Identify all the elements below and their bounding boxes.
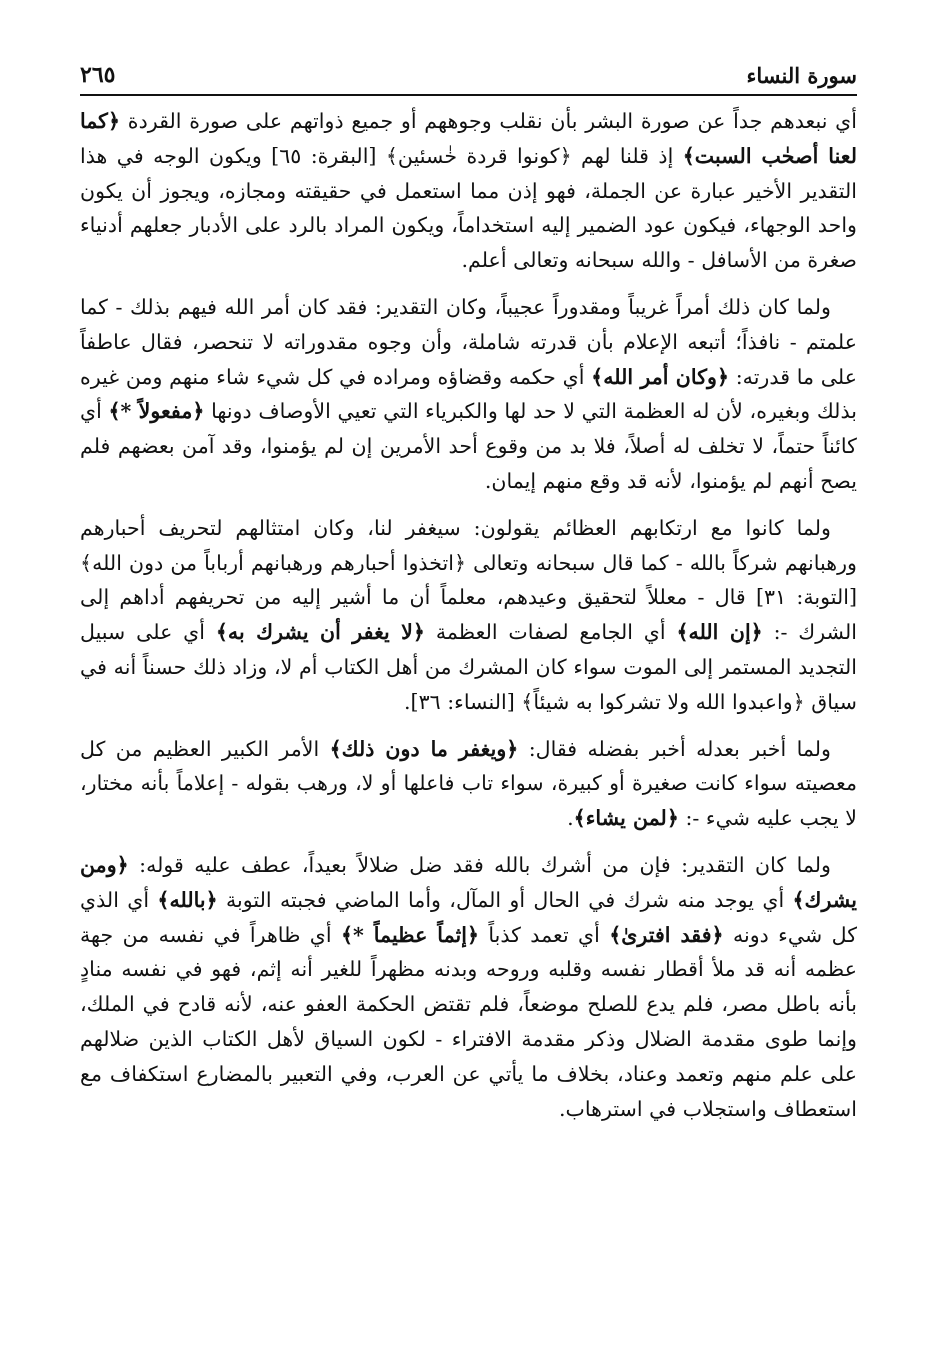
text-segment: الأمر الكبير العظيم من كل معصيته سواء كانت صغيرة أو كبيرة، سواء تاب فاعلها أو لا، ورهب بقوله - إعلاماً بأنه مختار، لا يجب عليه شيء -: [80, 736, 857, 831]
text-segment: ولما كان التقدير: فإن من أشرك بالله فقد ضل ضلالاً بعيداً، عطف عليه قوله: [128, 852, 831, 877]
text-segment: [البقرة: ٦٥] ويكون الوجه في هذا التقدير الأخير عبارة عن الجملة، فهو إذن مما استعمل في حقيقته ومجازه، ويجوز أن يكون واحد الوجهاء، فيكون عود الضمير إليه استخداماً، ويكون المراد بالرد على الأدبار جعلهم أدنياء صغرة من الأسافل - والله سبحانه وتعالى أعلم. [80, 143, 857, 273]
text-segment: أي يوجد منه شرك في الحال أو المآل، وأما الماضي فجبته التوبة [217, 887, 793, 912]
text-segment: أي ظاهراً في نفسه من جهة عظمه أنه قد ملأ أقطار نفسه وقلبه وروحه وبدنه مظهراً للغير أنه إثم، فهو في نفسه منادٍ بأنه باطل مصر، فلم يدع للصلح موضعاً، فلم تقتض الحكمة العفو عنه، لأنه قادح في الملك، وإنما طوى مقدمة الضلال وذكر مقدمة الافتراء - لكون السياق لأهل الكتاب الذين ضلالهم على علم منهم وتعمد وعناد، بخلاف ما يأتي عن العرب، وفي التعبير بالمضارع استكفاف مع استعطاف واستجلاب في استرهاب. [80, 922, 857, 1121]
text-segment: أي على سبيل التجديد المستمر إلى الموت سواء كان المشرك من أهل الكتاب أم لا، وزاد ذلك حسناً أنه في سياق [80, 620, 857, 714]
text-segment: ﴿واعبدوا الله ولا تشركوا به شيئاً﴾ [521, 689, 805, 714]
paragraph [80, 732, 857, 836]
quran-quote: ﴿فقد افترىٰ﴾ [609, 922, 724, 947]
quran-quote: ﴿لمن يشاء﴾ [573, 806, 679, 831]
quran-quote: ﴿لا يغفر أن يشرك به﴾ [215, 620, 425, 645]
paragraph [80, 104, 857, 278]
quran-quote: ﴿بالله﴾ [157, 887, 218, 912]
paragraph [80, 848, 857, 1126]
text-segment: ﴿اتخذوا أحبارهم ورهبانهم أرباباً من دون الله﴾ [80, 550, 467, 575]
text-segment: ﴿كونوا قردة خٰسئين﴾ [385, 143, 572, 168]
text-segment: أي حكمه وقضاؤه ومراده في كل شيء شاء منهم ومن غيره بذلك وبغيره، لأن له العظمة التي لا حد لها والكبرياء التي تعيي الأوصاف دونها [80, 364, 857, 424]
text-segment: [النساء: ٣٦]. [403, 689, 522, 714]
quran-quote: ﴿ويغفر ما دون ذلك﴾ [329, 736, 519, 761]
surah-title: سورة النساء [746, 63, 857, 88]
paragraph [80, 290, 857, 499]
text-segment: ولما أخبر بعدله أخبر بفضله فقال: [518, 736, 831, 761]
quran-quote: ﴿إثماً عظيماً *﴾ [340, 922, 480, 947]
text-segment: أي الذي كل شيء دونه [80, 887, 857, 947]
text-segment: ولما كان ذلك أمراً غريباً ومقدوراً عجيباً، وكان التقدير: فقد كان أمر الله فيهم بذلك - كما علمتم - نافذاً؛ أتبعه الإعلام بأن قدرته شاملة، وأن وجوه مقدوراته لا تنحصر، فقال عاطفاً على ما قدرته: [80, 294, 857, 389]
page-header [80, 58, 857, 96]
text-segment: إذ قلنا لهم [571, 143, 683, 168]
text-segment: . [567, 806, 574, 831]
text-segment: أي تعمد كذباً [479, 922, 610, 947]
page-body [80, 104, 857, 1138]
page-number: ٢٦٥ [80, 62, 116, 88]
quran-quote: ﴿مفعولاً *﴾ [108, 399, 205, 424]
quran-quote: ﴿كما لعنا أصحٰب السبت﴾ [80, 109, 857, 168]
text-segment: ولما كانوا مع ارتكابهم العظائم يقولون: سيغفر لنا، وكان امتثالهم لتحريف أحبارهم ورهبانهم شركاً بالله - كما قال سبحانه وتعالى [80, 515, 857, 575]
quran-quote: ﴿إن الله﴾ [676, 620, 763, 645]
quran-quote: ﴿وكان أمر الله﴾ [591, 364, 730, 389]
text-segment: أي الجامع لصفات العظمة [425, 620, 677, 645]
text-segment: أي كائناً حتماً، لا تخلف له أصلاً، فلا بد من وقوع أحد الأمرين إن لم يؤمنوا، وقد آمن بعضهم فلم يصح أنهم لم يؤمنوا، لأنه قد وقع منهم إيمان. [80, 399, 857, 493]
text-segment: أي نبعدهم جداً عن صورة البشر بأن نقلب وجوههم أو جميع ذواتهم على صورة القردة [120, 109, 857, 133]
paragraph [80, 511, 857, 720]
text-segment: [التوبة: ٣١] قال - معللاً لتحقيق وعيدهم، معلماً أن ما أشير إليه من تحريفهم أداهم إلى الشرك -: [80, 585, 857, 645]
quran-quote: ﴿ومن يشرك﴾ [80, 852, 857, 912]
